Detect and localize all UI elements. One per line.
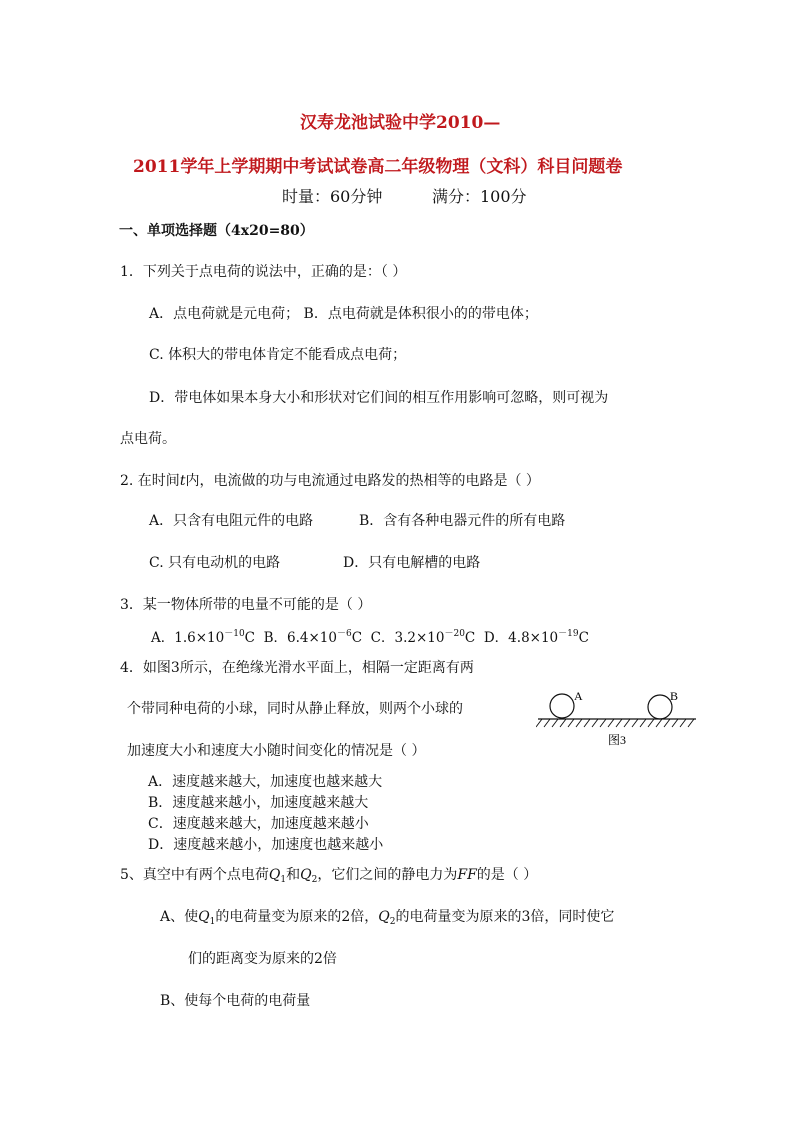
question-2-option-a: A．只含有电阻元件的电路 [149,513,314,529]
figure-3-diagram [536,686,706,750]
question-1-stem: 1．下列关于点电荷的说法中，正确的是：（ ） [120,264,407,280]
question-4-option-d: D．速度越来越小，加速度也越来越小 [148,837,384,853]
section-heading: 一、单项选择题（4x20=80） [119,223,314,239]
title-line-2: 2011学年上学期期中考试试卷高二年级物理（文科）科目问题卷 [133,157,623,177]
ball-b [648,695,672,719]
question-4-stem-line-3: 加速度大小和速度大小随时间变化的情况是（ ） [127,743,426,759]
label-b: B [670,689,679,703]
question-4-option-c: C．速度越来越大，加速度越来越小 [148,816,369,832]
question-5-stem: 5、真空中有两个点电荷$Q_1$和$Q_2$，它们之间的静电力为FF的是（ ） [120,867,538,885]
question-1-option-c: C. 体积大的带电体肯定不能看成点电荷； [149,347,407,363]
question-2-option-b: B．含有各种电器元件的所有电路 [359,513,566,529]
figure-caption: 图3 [608,733,627,747]
question-3-options: A．$1.6\times 10^{-10}C$ B．$6.4\times 10^{-6}C$ C．$3.2\times 10^{-20}C$ D．$4.8\times 10^{-19}C$ [151,629,589,646]
question-2-option-d: D．只有电解槽的电路 [343,555,481,571]
question-5-option-a: A、使$Q_1$的电荷量变为原来的2倍，$Q_2$的电荷量变为原来的3倍，同时使它 [160,909,615,927]
total-score: 满分：100分 [432,187,527,206]
exam-duration: 时量：60分钟 [282,187,383,206]
question-4-option-a: A．速度越来越大，加速度也越来越大 [148,774,383,790]
ground-hatching [536,719,694,727]
question-1-option-d-continued: 点电荷。 [120,431,176,447]
label-a: A [574,689,583,703]
question-4-stem-line-2: 个带同种电荷的小球，同时从静止释放，则两个小球的 [127,701,463,717]
question-5-option-b: B、使每个电荷的电荷量 [160,993,311,1009]
question-5-option-a-continued: 们的距离变为原来的2倍 [188,951,337,967]
question-1-options-ab: A．点电荷就是元电荷； B．点电荷就是体积很小的的带电体； [149,306,538,322]
ball-a [550,694,574,718]
question-2-stem: 2. 在时间t内，电流做的功与电流通过电路发的热相等的电路是（ ） [120,473,540,489]
question-3-stem: 3．某一物体所带的电量不可能的是（ ） [120,597,372,613]
question-2-option-c: C. 只有电动机的电路 [149,555,281,571]
question-1-option-d: D．带电体如果本身大小和形状对它们间的相互作用影响可忽略，则可视为 [149,390,609,406]
question-4-stem-line-1: 4．如图3所示，在绝缘光滑水平面上，相隔一定距离有两 [120,660,474,676]
question-4-option-b: B．速度越来越小，加速度越来越大 [148,795,369,811]
title-line-1: 汉寿龙池试验中学2010— [300,113,501,133]
